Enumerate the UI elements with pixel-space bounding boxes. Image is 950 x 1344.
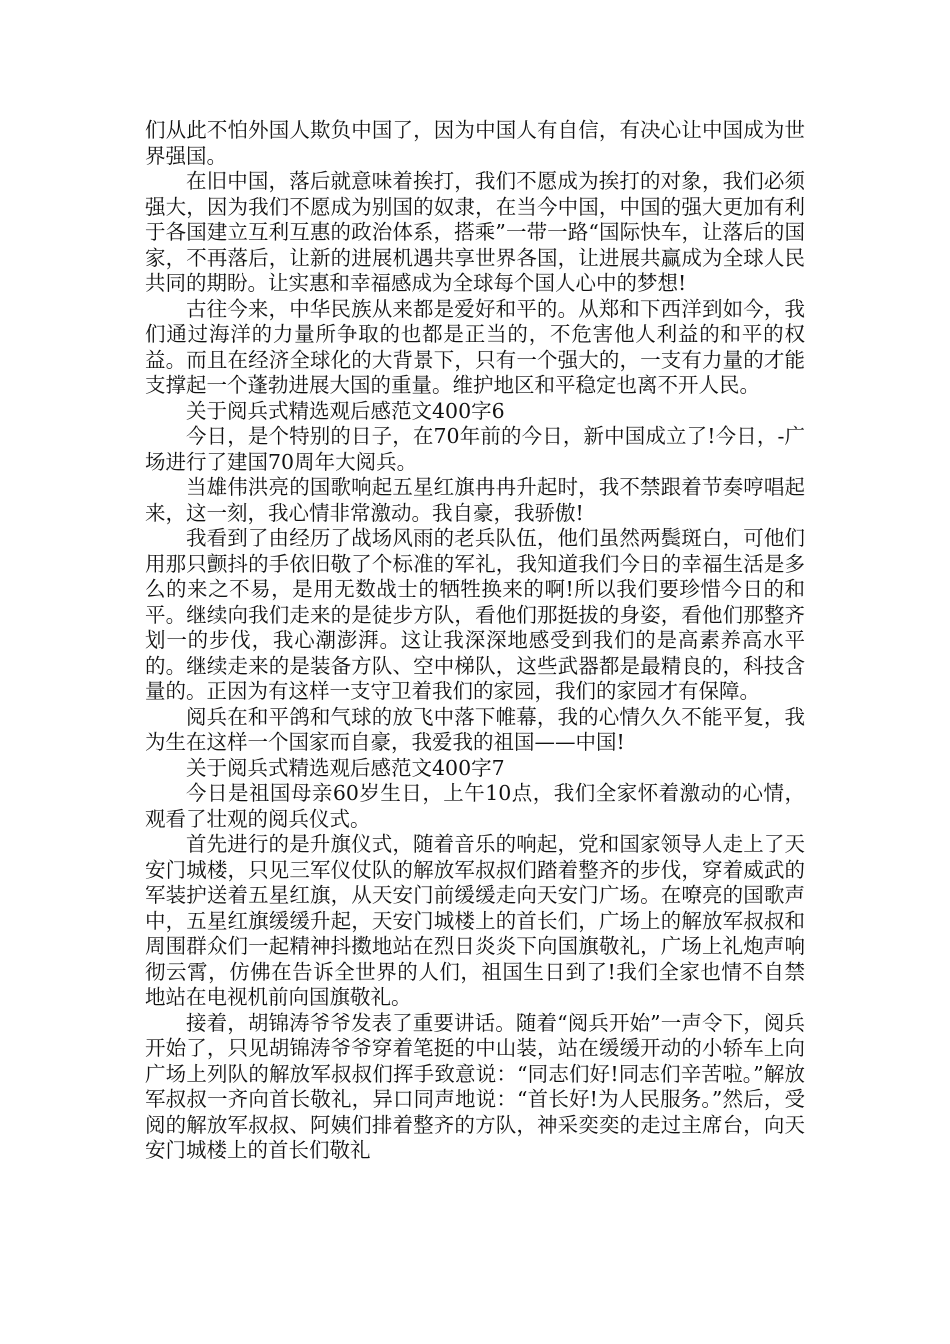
paragraph-9: 首先进行的是升旗仪式，随着音乐的响起，党和国家领导人走上了天安门城楼，只见三军仪仗队的解放军叔叔们踏着整齐的步伐，穿着威武的军装护送着五星红旗，从天安门前缓缓走向天安门广场。在嘹亮的国歌声中，五星红旗缓缓升起，天安门城楼上的首长们，广场上的解放军叔叔和周围群众们一起精神抖擞地站在烈日炎炎下向国旗敬礼，广场上礼炮声响彻云霄，仿佛在告诉全世界的人们，祖国生日到了!我们全家也情不自禁地站在电视机前向国旗敬礼。 <box>145 832 805 1009</box>
paragraph-1: 们从此不怕外国人欺负中国了，因为中国人有自信，有决心让中国成为世界强国。 <box>145 118 805 168</box>
paragraph-7: 阅兵在和平鸽和气球的放飞中落下帷幕，我的心情久久不能平复，我为生在这样一个国家而自豪，我爱我的祖国——中国! <box>145 704 805 754</box>
paragraph-5: 当雄伟洪亮的国歌响起五星红旗冉冉升起时，我不禁跟着节奏哼唱起来，这一刻，我心情非常激动。我自豪，我骄傲! <box>145 475 805 525</box>
paragraph-8: 今日是祖国母亲60岁生日，上午10点，我们全家怀着激动的心情，观看了壮观的阅兵仪式。 <box>145 781 805 831</box>
paragraph-6: 我看到了由经历了战场风雨的老兵队伍，他们虽然两鬓斑白，可他们用那只颤抖的手依旧敬了个标准的军礼，我知道我们今日的幸福生活是多么的来之不易，是用无数战士的牺牲换来的啊!所以我们要珍惜今日的和平。继续向我们走来的是徒步方队，看他们那挺拔的身姿，看他们那整齐划一的步伐，我心潮澎湃。这让我深深地感受到我们的是高素养高水平的。继续走来的是装备方队、空中梯队，这些武器都是最精良的，科技含量的。正因为有这样一支守卫着我们的家园，我们的家园才有保障。 <box>145 526 805 703</box>
paragraph-2: 在旧中国，落后就意味着挨打，我们不愿成为挨打的对象，我们必须强大，因为我们不愿成为别国的奴隶，在当今中国，中国的强大更加有利于各国建立互利互惠的政治体系，搭乘”一带一路“国际快车，让落后的国家，不再落后，让新的进展机遇共享世界各国，让进展共赢成为全球人民共同的期盼。让实惠和幸福感成为全球每个国人心中的梦想! <box>145 169 805 295</box>
section-heading-7: 关于阅兵式精选观后感范文400字7 <box>186 755 505 780</box>
paragraph-10: 接着，胡锦涛爷爷发表了重要讲话。随着“阅兵开始”一声令下，阅兵开始了，只见胡锦涛爷爷穿着笔挺的中山装，站在缓缓开动的小轿车上向广场上列队的解放军叔叔们挥手致意说：“同志们好!同志们辛苦啦。”解放军叔叔一齐向首长敬礼，异口同声地说：“首长好!为人民服务。”然后，受阅的解放军叔叔、阿姨们排着整齐的方队，神采奕奕的走过主席台，向天安门城楼上的首长们敬礼 <box>145 1010 805 1162</box>
section-heading-6: 关于阅兵式精选观后感范文400字6 <box>186 398 505 423</box>
paragraph-3: 古往今来，中华民族从来都是爱好和平的。从郑和下西洋到如今，我们通过海洋的力量所争取的也都是正当的，不危害他人利益的和平的权益。而且在经济全球化的大背景下，只有一个强大的，一支有力量的才能支撑起一个蓬勃进展大国的重量。维护地区和平稳定也离不开人民。 <box>145 296 805 397</box>
document-page <box>145 118 805 1164</box>
paragraph-4: 今日，是个特别的日子，在70年前的今日，新中国成立了!今日，-广场进行了建国70周年大阅兵。 <box>145 424 805 474</box>
